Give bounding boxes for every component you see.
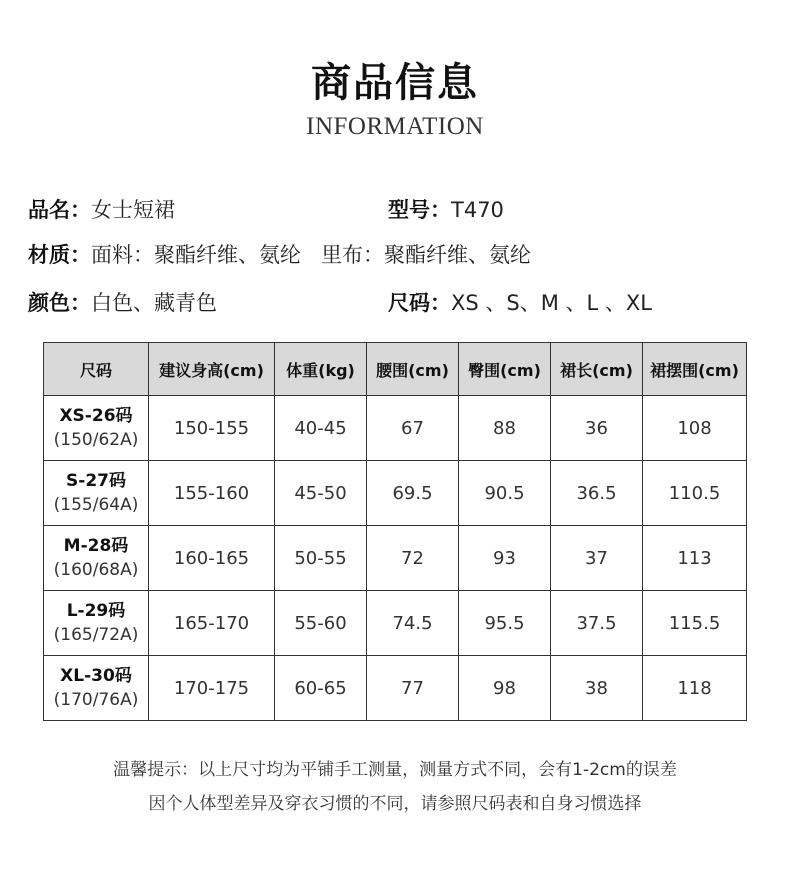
cell-waist: 67: [367, 396, 459, 461]
size-label: S-27码: [66, 471, 126, 491]
cell-waist: 69.5: [367, 461, 459, 526]
cell-length: 38: [551, 656, 643, 721]
cell-height: 165-170: [149, 591, 275, 656]
page-title: 商品信息: [311, 60, 479, 106]
size-list-row: [388, 288, 652, 318]
cell-length: 36: [551, 396, 643, 461]
cell-weight: 40-45: [275, 396, 367, 461]
cell-size: [44, 526, 149, 591]
cell-weight: 60-65: [275, 656, 367, 721]
header-weight: 体重(kg): [275, 343, 367, 396]
fit-note: 因个人体型差异及穿衣习惯的不同，请参照尺码表和自身习惯选择: [148, 794, 642, 814]
measurement-note: 温馨提示：以上尺寸均为平铺手工测量，测量方式不同，会有1-2cm的误差: [113, 760, 677, 780]
cell-hem: 110.5: [643, 461, 747, 526]
size-label: XL-30码: [60, 666, 132, 686]
size-code: (160/68A): [53, 560, 139, 580]
cell-weight: 55-60: [275, 591, 367, 656]
cell-hip: 95.5: [459, 591, 551, 656]
model-value: T470: [451, 198, 504, 222]
material-label: 材质：: [28, 243, 91, 267]
table-row: [44, 461, 747, 526]
page-subtitle: INFORMATION: [306, 113, 484, 140]
cell-size: [44, 461, 149, 526]
color-label: 颜色：: [28, 291, 91, 315]
cell-size: [44, 396, 149, 461]
header-waist: 腰围(cm): [367, 343, 459, 396]
table-row: [44, 656, 747, 721]
header-hip: 臀围(cm): [459, 343, 551, 396]
color-row: [28, 288, 217, 318]
cell-size: [44, 591, 149, 656]
size-label: M-28码: [63, 536, 129, 556]
color-value: 白色、藏青色: [91, 291, 217, 315]
cell-height: 170-175: [149, 656, 275, 721]
cell-hem: 113: [643, 526, 747, 591]
table-row: [44, 591, 747, 656]
cell-hem: 115.5: [643, 591, 747, 656]
cell-length: 36.5: [551, 461, 643, 526]
header-length: 裙长(cm): [551, 343, 643, 396]
cell-length: 37.5: [551, 591, 643, 656]
cell-waist: 77: [367, 656, 459, 721]
table-row: [44, 526, 747, 591]
cell-height: 150-155: [149, 396, 275, 461]
cell-hip: 98: [459, 656, 551, 721]
size-list-value: XS 、S、M 、L 、XL: [451, 291, 652, 315]
cell-hip: 90.5: [459, 461, 551, 526]
size-code: (170/76A): [53, 690, 139, 710]
model-row: [388, 195, 504, 225]
product-name-value: 女士短裙: [91, 198, 175, 222]
header-size: 尺码: [44, 343, 149, 396]
size-label: XS-26码: [59, 406, 133, 426]
cell-waist: 74.5: [367, 591, 459, 656]
size-code: (165/72A): [53, 625, 139, 645]
cell-hip: 88: [459, 396, 551, 461]
cell-waist: 72: [367, 526, 459, 591]
cell-hip: 93: [459, 526, 551, 591]
header-hem: 裙摆围(cm): [643, 343, 747, 396]
table-row: [44, 396, 747, 461]
cell-size: [44, 656, 149, 721]
material-value: 面料：聚酯纤维、氨纶 里布：聚酯纤维、氨纶: [91, 243, 532, 267]
cell-weight: 45-50: [275, 461, 367, 526]
cell-length: 37: [551, 526, 643, 591]
size-code: (150/62A): [53, 430, 139, 450]
header-height: 建议身高(cm): [149, 343, 275, 396]
table-header-row: [44, 343, 747, 396]
cell-height: 155-160: [149, 461, 275, 526]
model-label: 型号：: [388, 198, 451, 222]
size-chart-table: [43, 342, 747, 721]
size-list-label: 尺码：: [388, 291, 451, 315]
size-code: (155/64A): [53, 495, 139, 515]
material-row: [28, 240, 531, 270]
product-name-label: 品名：: [28, 198, 91, 222]
cell-hem: 118: [643, 656, 747, 721]
cell-height: 160-165: [149, 526, 275, 591]
product-name-row: [28, 195, 175, 225]
cell-weight: 50-55: [275, 526, 367, 591]
size-label: L-29码: [66, 601, 126, 621]
cell-hem: 108: [643, 396, 747, 461]
